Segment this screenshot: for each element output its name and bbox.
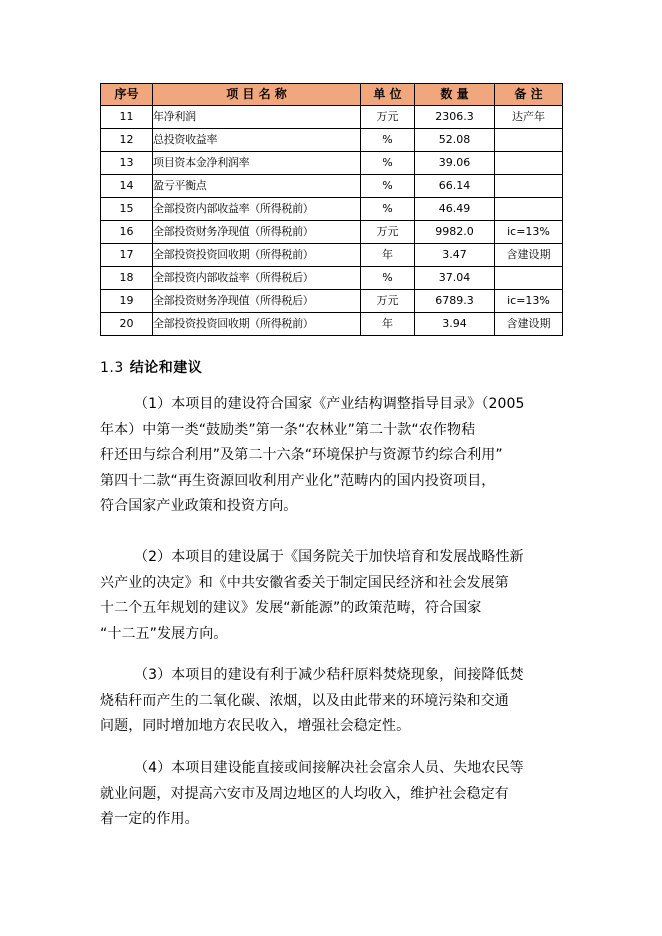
row-item-name: 全部投资内部收益率（所得税前） (153, 198, 361, 221)
paragraph-line: 年本）中第一类“鼓励类”第一条“农林业”第二十款“农作物秸 (100, 421, 476, 438)
row-item-name: 项目资本金净利润率 (153, 152, 361, 175)
row-index: 11 (101, 106, 153, 129)
row-quantity: 66.14 (415, 175, 495, 198)
section-heading (100, 357, 202, 377)
row-note (495, 198, 563, 221)
paragraph-line: 秆还田与综合利用”及第二十六条“环境保护与资源节约综合利用” (100, 447, 503, 463)
row-item-name: 年净利润 (153, 106, 361, 129)
header-item-name: 项 目 名 称 (153, 84, 361, 106)
paragraph-1 (100, 392, 562, 520)
header-quantity: 数 量 (415, 84, 495, 106)
paragraph-line: （1）本项目的建设符合国家《产业结构调整指导目录》（2005 (134, 396, 525, 412)
paragraph-line: 就业问题，对提高六安市及周边地区的人均收入，维护社会稳定有 (100, 785, 509, 802)
row-note (495, 152, 563, 175)
row-note: 含建设期 (495, 244, 563, 267)
indicator-table (100, 83, 563, 336)
paragraph-line: 问题，同时增加地方农民收入，增强社会稳定性。 (100, 718, 411, 734)
table-header-row (101, 84, 563, 106)
row-index: 14 (101, 175, 153, 198)
row-unit: 万元 (361, 221, 415, 244)
paragraph-line: （2）本项目的建设属于《国务院关于加快培育和发展战略性新 (134, 549, 524, 565)
paragraph-line: 烧秸秆而产生的二氧化碳、浓烟，以及由此带来的环境污染和交通 (100, 692, 509, 709)
paragraph-line: 十二个五年规划的建议》发展“新能源”的政策范畴，符合国家 (100, 600, 482, 616)
row-index: 20 (101, 313, 153, 336)
row-index: 17 (101, 244, 153, 267)
row-quantity: 2306.3 (415, 106, 495, 129)
table-row (101, 221, 563, 244)
row-item-name: 全部投资投资回收期（所得税前） (153, 244, 361, 267)
row-quantity: 37.04 (415, 267, 495, 290)
row-index: 12 (101, 129, 153, 152)
row-note: ic=13% (495, 221, 563, 244)
row-unit: % (361, 198, 415, 221)
row-unit: % (361, 175, 415, 198)
row-index: 19 (101, 290, 153, 313)
row-unit: 万元 (361, 290, 415, 313)
row-item-name: 总投资收益率 (153, 129, 361, 152)
paragraph-line: （3）本项目的建设有利于减少秸秆原料焚烧现象，间接降低焚 (134, 667, 524, 683)
table-row (101, 244, 563, 267)
row-quantity: 52.08 (415, 129, 495, 152)
row-item-name: 全部投资内部收益率（所得税后） (153, 267, 361, 290)
row-quantity: 9982.0 (415, 221, 495, 244)
row-unit: % (361, 129, 415, 152)
table-row (101, 106, 563, 129)
row-unit: 年 (361, 244, 415, 267)
paragraph-line: “十二五”发展方向。 (100, 625, 228, 642)
header-unit: 单 位 (361, 84, 415, 106)
row-item-name: 全部投资财务净现值（所得税后） (153, 290, 361, 313)
paragraph-3 (100, 663, 562, 740)
row-item-name: 全部投资投资回收期（所得税前） (153, 313, 361, 336)
row-note: 含建设期 (495, 313, 563, 336)
row-quantity: 3.47 (415, 244, 495, 267)
paragraph-line: （4）本项目建设能直接或间接解决社会富余人员、失地农民等 (134, 760, 524, 776)
section-number: 1.3 (100, 360, 124, 376)
header-note: 备 注 (495, 84, 563, 106)
table-row (101, 198, 563, 221)
paragraph-line: 着一定的作用。 (100, 811, 199, 827)
row-note (495, 175, 563, 198)
row-note (495, 129, 563, 152)
row-quantity: 6789.3 (415, 290, 495, 313)
paragraph-line: 第四十二款“再生资源回收利用产业化”范畴内的国内投资项目， (100, 472, 496, 489)
table-row (101, 175, 563, 198)
row-index: 16 (101, 221, 153, 244)
row-index: 15 (101, 198, 153, 221)
row-unit: % (361, 267, 415, 290)
row-quantity: 46.49 (415, 198, 495, 221)
row-note: ic=13% (495, 290, 563, 313)
table-row (101, 313, 563, 336)
header-index: 序号 (101, 84, 153, 106)
row-item-name: 盈亏平衡点 (153, 175, 361, 198)
row-unit: 年 (361, 313, 415, 336)
row-item-name: 全部投资财务净现值（所得税前） (153, 221, 361, 244)
row-index: 13 (101, 152, 153, 175)
table-row (101, 129, 563, 152)
row-note: 达产年 (495, 106, 563, 129)
row-index: 18 (101, 267, 153, 290)
paragraph-4 (100, 756, 562, 833)
row-quantity: 39.06 (415, 152, 495, 175)
row-unit: 万元 (361, 106, 415, 129)
row-quantity: 3.94 (415, 313, 495, 336)
section-title: 结论和建议 (129, 360, 203, 376)
row-unit: % (361, 152, 415, 175)
table-row (101, 267, 563, 290)
table-row (101, 290, 563, 313)
table-row (101, 152, 563, 175)
paragraph-line: 兴产业的决定》和《中共安徽省委关于制定国民经济和社会发展第 (100, 574, 509, 591)
row-note (495, 267, 563, 290)
paragraph-line: 符合国家产业政策和投资方向。 (100, 498, 298, 514)
paragraph-2 (100, 545, 562, 647)
